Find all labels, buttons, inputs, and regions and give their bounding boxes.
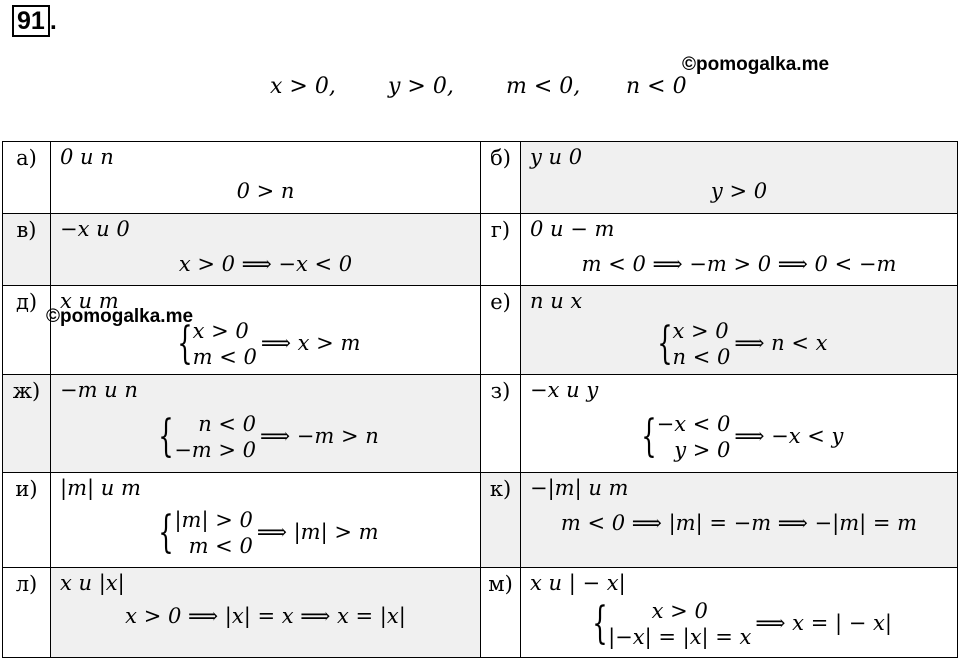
watermark-top: ©pomogalka.me: [682, 54, 830, 75]
cell-g: [521, 214, 958, 286]
pair-m: x и | − x|: [530, 571, 626, 595]
implication-zh: ⟹ −m > n: [260, 423, 379, 448]
label-a: а): [3, 142, 51, 214]
result-a: 0 > n: [236, 179, 295, 203]
result-v: x > 0 ⟹ −x < 0: [178, 252, 353, 276]
pair-e: n и x: [530, 289, 583, 313]
table-row: [3, 286, 958, 375]
label-e: е): [481, 286, 521, 375]
pair-i: |m| и m: [60, 476, 141, 500]
label-m: м): [481, 568, 521, 658]
sys-m-2: |−x| = |x| = x: [608, 625, 752, 649]
result-d: [51, 318, 480, 370]
sys-e-2: n < 0: [672, 345, 731, 369]
cell-zh: [51, 375, 481, 473]
result-g: m < 0 ⟹ −m > 0 ⟹ 0 < −m: [581, 252, 897, 276]
condition-n: n < 0: [626, 74, 687, 99]
label-b: б): [481, 142, 521, 214]
pair-g: 0 и − m: [530, 217, 615, 241]
cell-e: [521, 286, 958, 375]
brace-i: {: [158, 507, 175, 558]
cell-i: [51, 473, 481, 568]
brace-m: {: [592, 598, 608, 649]
condition-y: y > 0,: [388, 74, 454, 99]
label-i: и): [3, 473, 51, 568]
cell-d: [46, 286, 481, 375]
label-k: к): [481, 473, 521, 568]
problem-number: 91 .: [12, 5, 57, 37]
cell-a: [51, 142, 481, 214]
table-row: [3, 473, 958, 568]
label-l: л): [3, 568, 51, 658]
implication-d: ⟹ x > m: [260, 330, 361, 355]
label-d: д): [3, 286, 51, 375]
table-row: [3, 568, 958, 658]
implication-i: ⟹ |m| > m: [256, 519, 379, 544]
sys-z-2: y > 0: [674, 438, 731, 462]
label-g: г): [481, 214, 521, 286]
condition-x: x > 0,: [270, 74, 336, 99]
brace-e: {: [656, 318, 673, 369]
pair-d: x и m: [60, 289, 119, 313]
result-b: y > 0: [710, 179, 768, 203]
pair-b: y и 0: [530, 145, 583, 169]
table-row: [3, 375, 958, 473]
implication-z: ⟹ −x < y: [734, 423, 844, 448]
cell-l: [51, 568, 481, 658]
watermark-mid: ©pomogalka.me: [46, 306, 194, 327]
table-row: [3, 142, 958, 214]
sys-d-2: m < 0: [192, 345, 257, 369]
cell-z: [521, 375, 958, 473]
cell-v: [51, 214, 481, 286]
pair-v: −x и 0: [60, 217, 130, 241]
implication-m: ⟹ x = | − x|: [755, 610, 892, 635]
sys-d-1: x > 0: [192, 319, 249, 343]
brace-z: {: [640, 411, 657, 462]
result-z: [521, 411, 957, 463]
result-i: [51, 507, 480, 559]
sys-zh-2: −m > 0: [174, 438, 257, 462]
pair-k: −|m| и m: [530, 476, 629, 500]
cell-b: [521, 142, 958, 214]
result-m: [521, 598, 957, 650]
sys-e-1: x > 0: [672, 319, 729, 343]
label-zh: ж): [3, 375, 51, 473]
result-l: x > 0 ⟹ |x| = x ⟹ x = |x|: [125, 604, 406, 628]
table-row: [3, 214, 958, 286]
label-z: з): [481, 375, 521, 473]
sys-i-2: m < 0: [188, 534, 253, 558]
sys-z-1: −x < 0: [656, 412, 731, 436]
pair-a: 0 и n: [60, 145, 114, 169]
result-k: m < 0 ⟹ |m| = −m ⟹ −|m| = m: [560, 511, 918, 535]
implication-e: ⟹ n < x: [734, 330, 828, 355]
condition-m: m < 0,: [506, 74, 581, 99]
brace-d: {: [176, 318, 193, 369]
pair-z: −x и y: [530, 378, 599, 402]
conditions-line: [270, 74, 710, 104]
cell-k: [521, 473, 958, 568]
result-zh: [51, 411, 480, 463]
pair-zh: −m и n: [60, 378, 138, 402]
cell-m: [521, 568, 958, 658]
result-e: [521, 318, 957, 370]
sys-i-1: |m| > 0: [174, 508, 253, 532]
sys-m-1: x > 0: [651, 599, 708, 623]
pair-l: x и |x|: [60, 571, 125, 595]
answers-table: [2, 141, 958, 658]
label-v: в): [3, 214, 51, 286]
sys-zh-1: n < 0: [198, 412, 257, 436]
brace-zh: {: [158, 411, 174, 462]
